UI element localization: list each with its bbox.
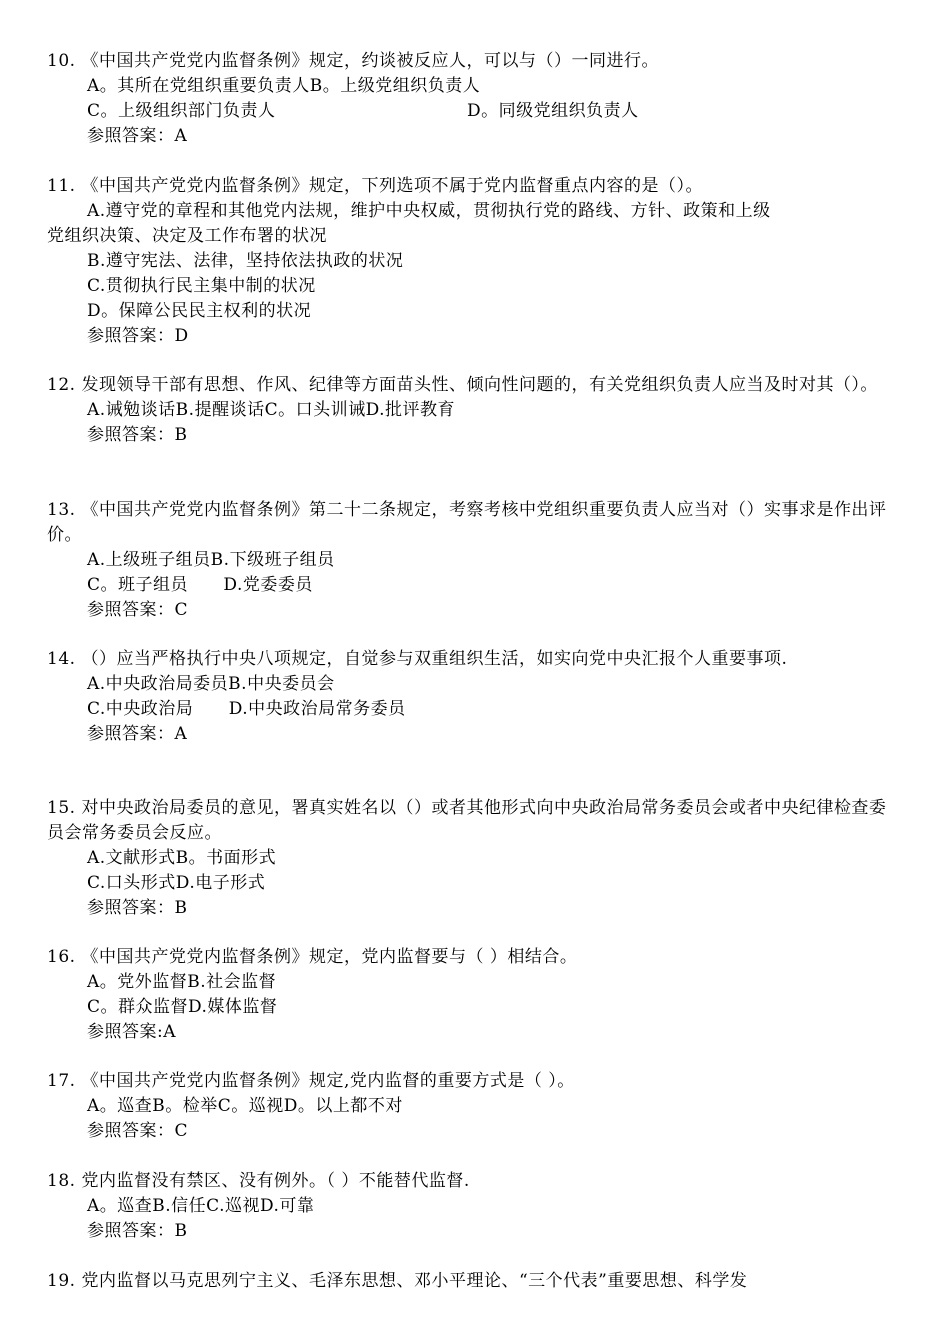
question-options: A.中央政治局委员B.中央委员会 <box>87 674 335 694</box>
question-options-row <box>47 99 902 124</box>
question-stem: 19. 党内监督以马克思列宁主义、毛泽东思想、邓小平理论、“三个代表”重要思想、科学发 <box>47 1271 748 1291</box>
answer: 参照答案：D <box>87 326 189 346</box>
answer: 参照答案：A <box>87 126 188 146</box>
question-options: D。保障公民民主权利的状况 <box>87 301 312 321</box>
question-14 <box>47 647 902 747</box>
question-options: A。党外监督B.社会监督 <box>87 972 277 992</box>
question-stem: 15. 对中央政治局委员的意见，署真实姓名以（）或者其他形式向中央政治局常务委员会或者中央纪律检查委员会常务委员会反应。 <box>47 798 887 843</box>
question-stem: 12. 发现领导干部有思想、作风、纪律等方面苗头性、倾向性问题的，有关党组织负责人应当及时对其（）。 <box>47 375 878 395</box>
question-options: A。其所在党组织重要负责人B。上级党组织负责人 <box>87 76 481 96</box>
answer: 参照答案：A <box>87 724 188 744</box>
question-stem: 14. （）应当严格执行中央八项规定，自觉参与双重组织生活，如实向党中央汇报个人重要事项. <box>47 649 788 669</box>
question-16 <box>47 945 902 1045</box>
question-stem: 13. 《中国共产党党内监督条例》第二十二条规定，考察考核中党组织重要负责人应当对（）实事求是作出评价。 <box>47 500 887 545</box>
question-options: C。班子组员 D.党委委员 <box>87 575 313 595</box>
question-13 <box>47 498 902 623</box>
question-options: C.中央政治局 D.中央政治局常务委员 <box>87 699 406 719</box>
question-18 <box>47 1169 902 1244</box>
answer: 参照答案：C <box>87 600 189 620</box>
question-options: A.上级班子组员B.下级班子组员 <box>87 550 335 570</box>
question-options: A.文献形式B。书面形式 <box>87 848 277 868</box>
option-c: C。上级组织部门负责人 <box>87 101 276 121</box>
option-d: D。同级党组织负责人 <box>467 101 639 121</box>
question-stem: 17. 《中国共产党党内监督条例》规定,党内监督的重要方式是（ ）。 <box>47 1071 575 1091</box>
answer: 参照答案:A <box>87 1022 177 1042</box>
question-options: A。巡查B。检举C。巡视D。以上都不对 <box>87 1096 403 1116</box>
question-15 <box>47 796 902 921</box>
question-stem: 16. 《中国共产党党内监督条例》规定，党内监督要与（ ）相结合。 <box>47 947 578 967</box>
question-options: A.遵守党的章程和其他党内法规，维护中央权威，贯彻执行党的路线、方针、政策和上级 <box>87 201 771 221</box>
answer: 参照答案：B <box>87 898 188 918</box>
question-stem: 18. 党内监督没有禁区、没有例外。（ ）不能替代监督. <box>47 1171 470 1191</box>
question-options: C.贯彻执行民主集中制的状况 <box>87 276 316 296</box>
answer: 参照答案：B <box>87 1221 188 1241</box>
question-options: C。群众监督D.媒体监督 <box>87 997 278 1017</box>
question-stem: 11. 《中国共产党党内监督条例》规定，下列选项不属于党内监督重点内容的是（）。 <box>47 176 703 196</box>
question-options: B.遵守宪法、法律，坚持依法执政的状况 <box>87 251 404 271</box>
question-17 <box>47 1069 902 1144</box>
question-options: A.诫勉谈话B.提醒谈话C。口头训诫D.批评教育 <box>87 400 456 420</box>
question-19 <box>47 1269 902 1294</box>
question-options: 党组织决策、决定及工作布署的状况 <box>47 226 327 246</box>
answer: 参照答案：C <box>87 1121 189 1141</box>
question-options: C.口头形式D.电子形式 <box>87 873 266 893</box>
question-10 <box>47 49 902 149</box>
question-stem: 10. 《中国共产党党内监督条例》规定，约谈被反应人，可以与（）一同进行。 <box>47 51 659 71</box>
answer: 参照答案：B <box>87 425 188 445</box>
question-12 <box>47 373 902 448</box>
question-11 <box>47 174 902 349</box>
question-options: A。巡查B.信任C.巡视D.可靠 <box>87 1196 315 1216</box>
